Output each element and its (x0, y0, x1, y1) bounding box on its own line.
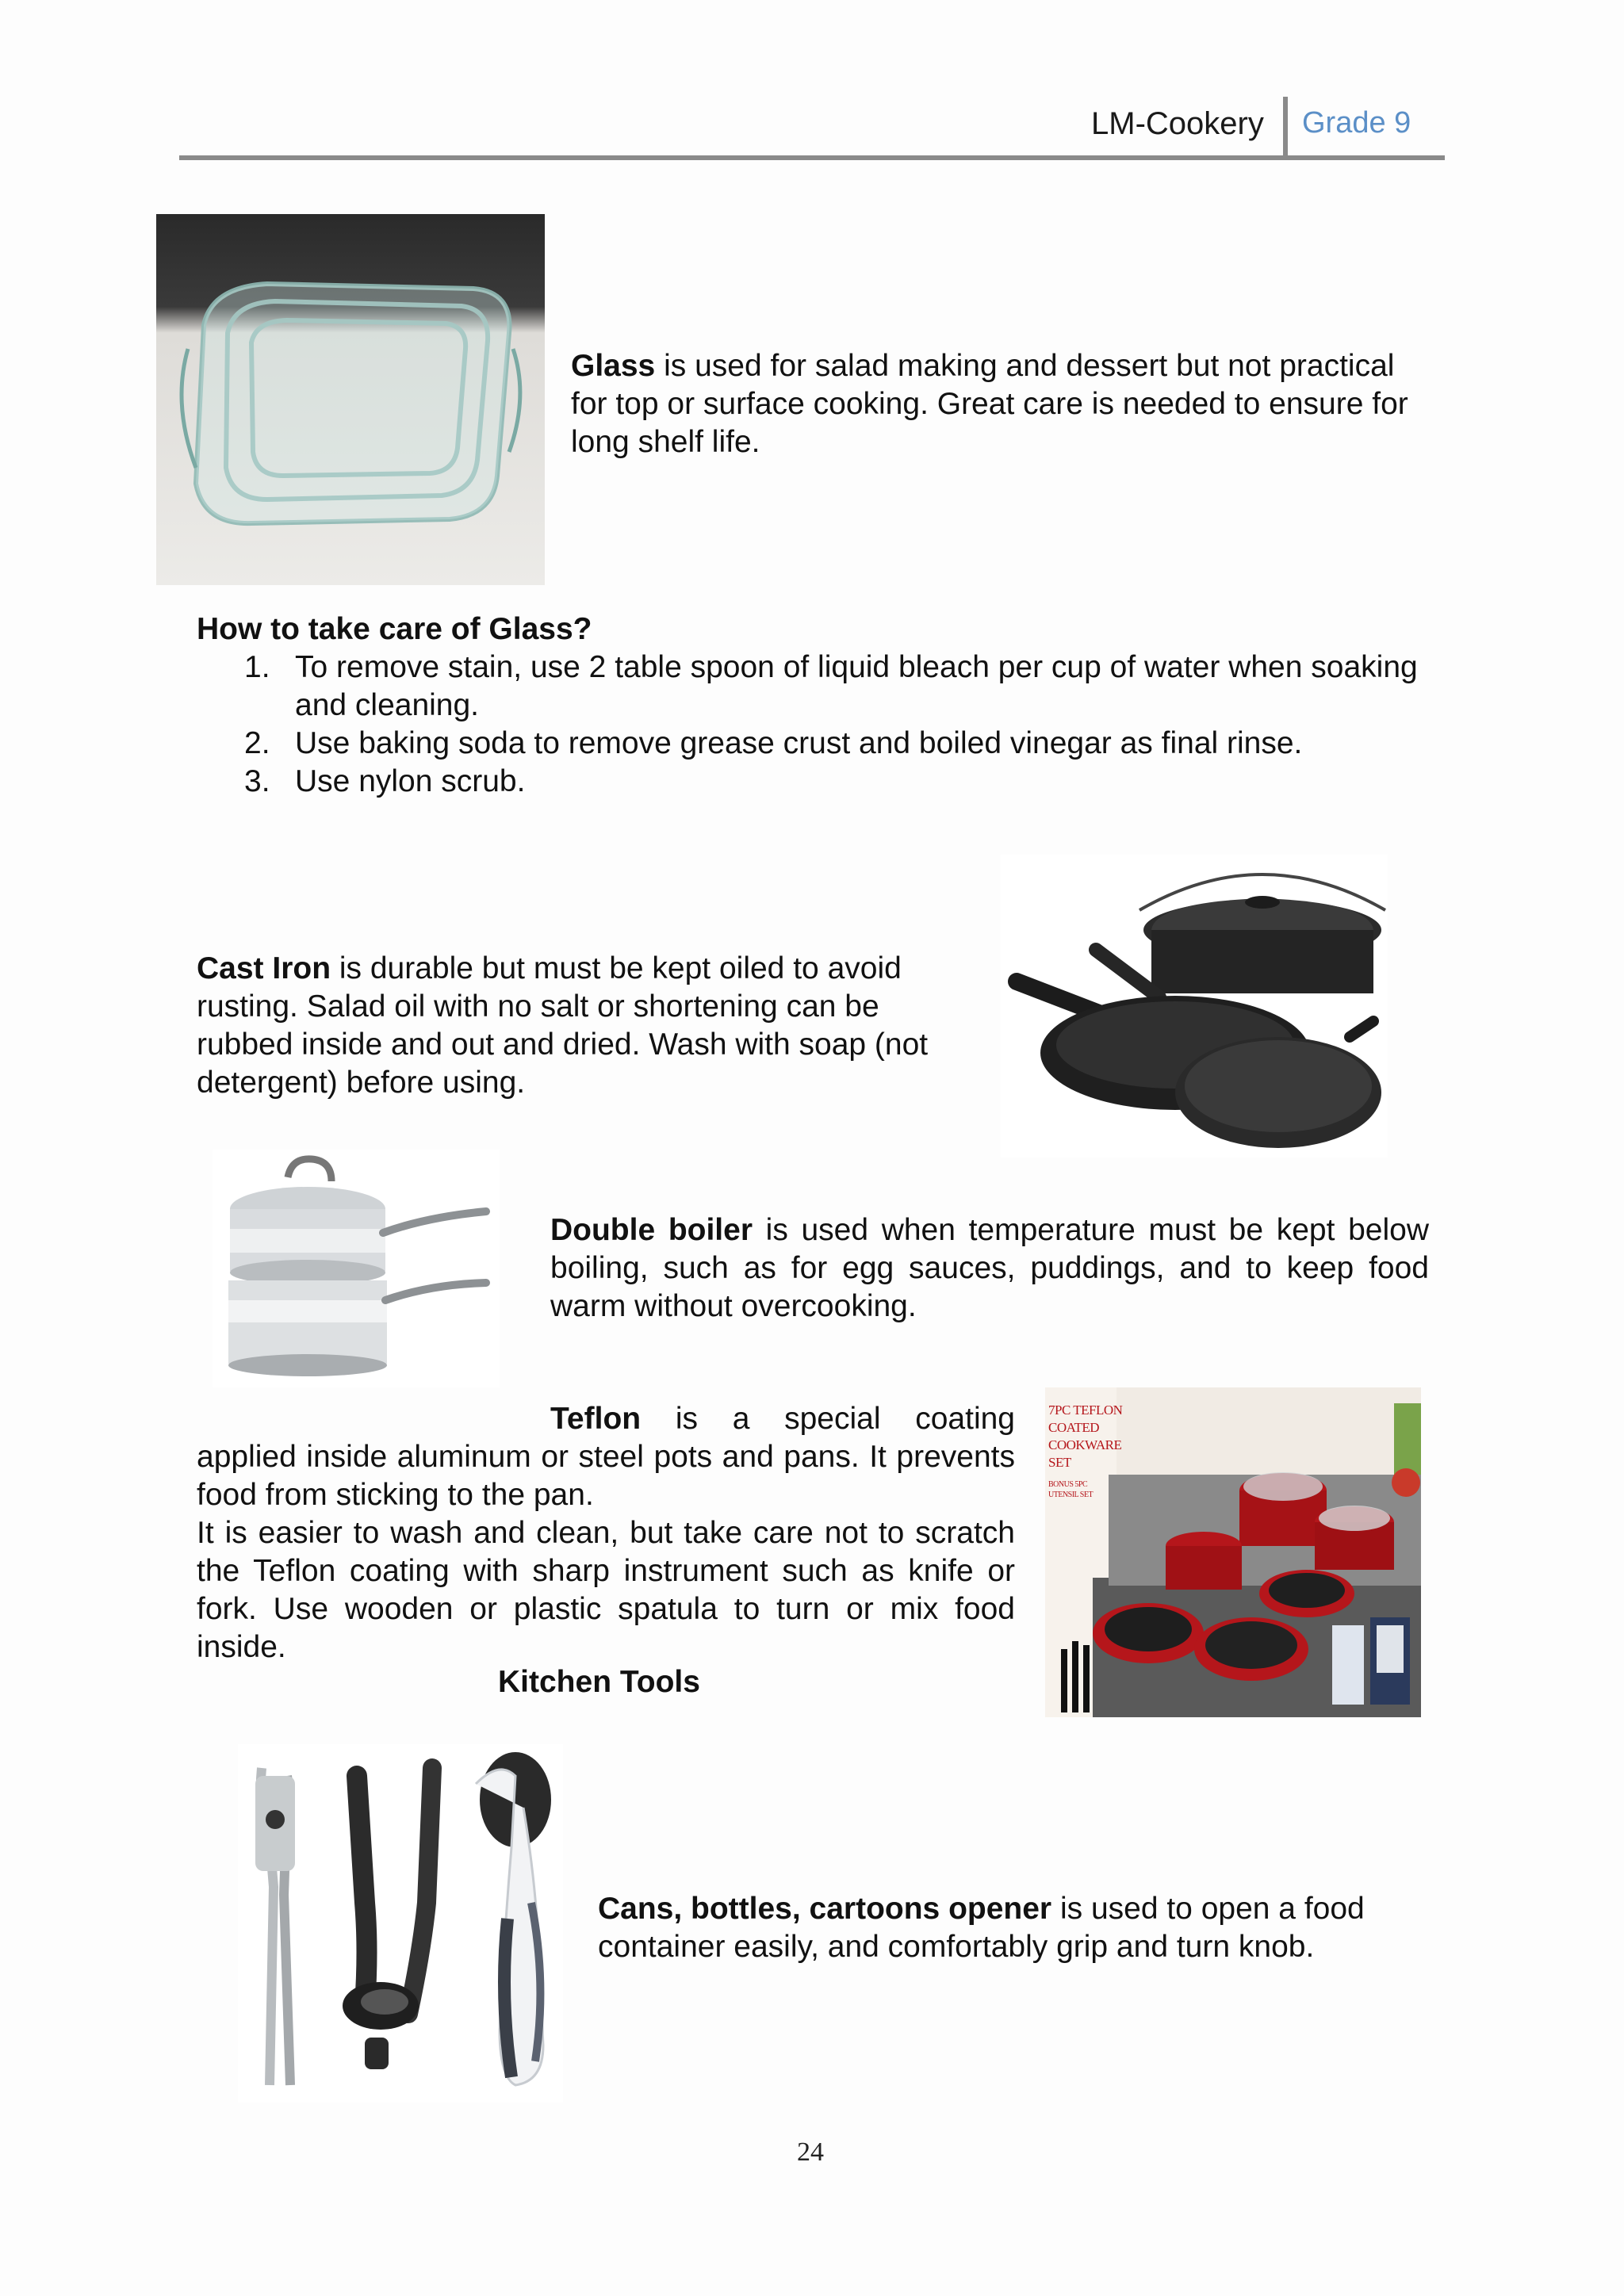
cast-iron-description (197, 950, 982, 1102)
double-boiler-desc: is used when temperature must be kept below boiling, such as for egg sauces, puddings, and to keep food warm without overcooking. (550, 1213, 1429, 1323)
list-item: 3. Use nylon scrub. (244, 764, 526, 798)
double-boiler-description (550, 1211, 1429, 1326)
opener-term: Cans, bottles, cartoons opener (598, 1892, 1052, 1926)
list-item: 2. Use baking soda to remove grease crust and boiled vinegar as final rinse. (244, 726, 1303, 760)
teflon-box-label: 7PC TEFLON COATED COOKWARE SET BONUS 5PC UTENSIL SET (1048, 1402, 1123, 1499)
glass-dishes-image (156, 214, 545, 585)
glass-care-section (197, 610, 1434, 801)
glass-description (571, 347, 1419, 461)
opener-desc: is used to open a food container easily, and comfortably grip and turn knob. (598, 1892, 1365, 1964)
page-number: 24 (797, 2137, 824, 2167)
double-boiler-term: Double boiler (550, 1213, 753, 1247)
header-grade: Grade 9 (1302, 106, 1411, 140)
teflon-desc1: is a special coating applied inside aluminum or steel pots and pans. It prevents food from sticking to the pan. (197, 1402, 1015, 1512)
glass-desc: is used for salad making and dessert but not practical for top or surface cooking. Great care is needed to ensure for long shelf life. (571, 349, 1408, 459)
kitchen-tools-heading: Kitchen Tools (498, 1665, 700, 1699)
list-item: 1. To remove stain, use 2 table spoon of liquid bleach per cup of water when soaking and cleaning. (244, 650, 1418, 722)
teflon-description-2: It is easier to wash and clean, but take care not to scratch the Teflon coating with sharp instrument such as knife or fork. Use wooden or plastic spatula to turn or mix food inside. (197, 1516, 1015, 1664)
opener-description (598, 1890, 1438, 1966)
teflon-description (197, 1400, 1015, 1514)
double-boiler-image (213, 1150, 500, 1387)
cast-iron-term: Cast Iron (197, 951, 331, 985)
glass-care-list (197, 649, 1434, 801)
header-separator (1283, 97, 1288, 160)
teflon-cookware-image (1045, 1387, 1421, 1717)
header-rule (179, 155, 1445, 160)
teflon-term: Teflon (550, 1402, 642, 1436)
header-title: LM-Cookery (1091, 106, 1264, 141)
can-opener-image (238, 1744, 563, 2103)
cast-iron-desc: is durable but must be kept oiled to avoid rusting. Salad oil with no salt or shortening can be rubbed inside and out and dried. Wash with soap (not detergent) before using. (197, 951, 929, 1100)
glass-care-heading: How to take care of Glass? (197, 612, 592, 646)
glass-term: Glass (571, 349, 656, 383)
cast-iron-image (1001, 855, 1388, 1158)
